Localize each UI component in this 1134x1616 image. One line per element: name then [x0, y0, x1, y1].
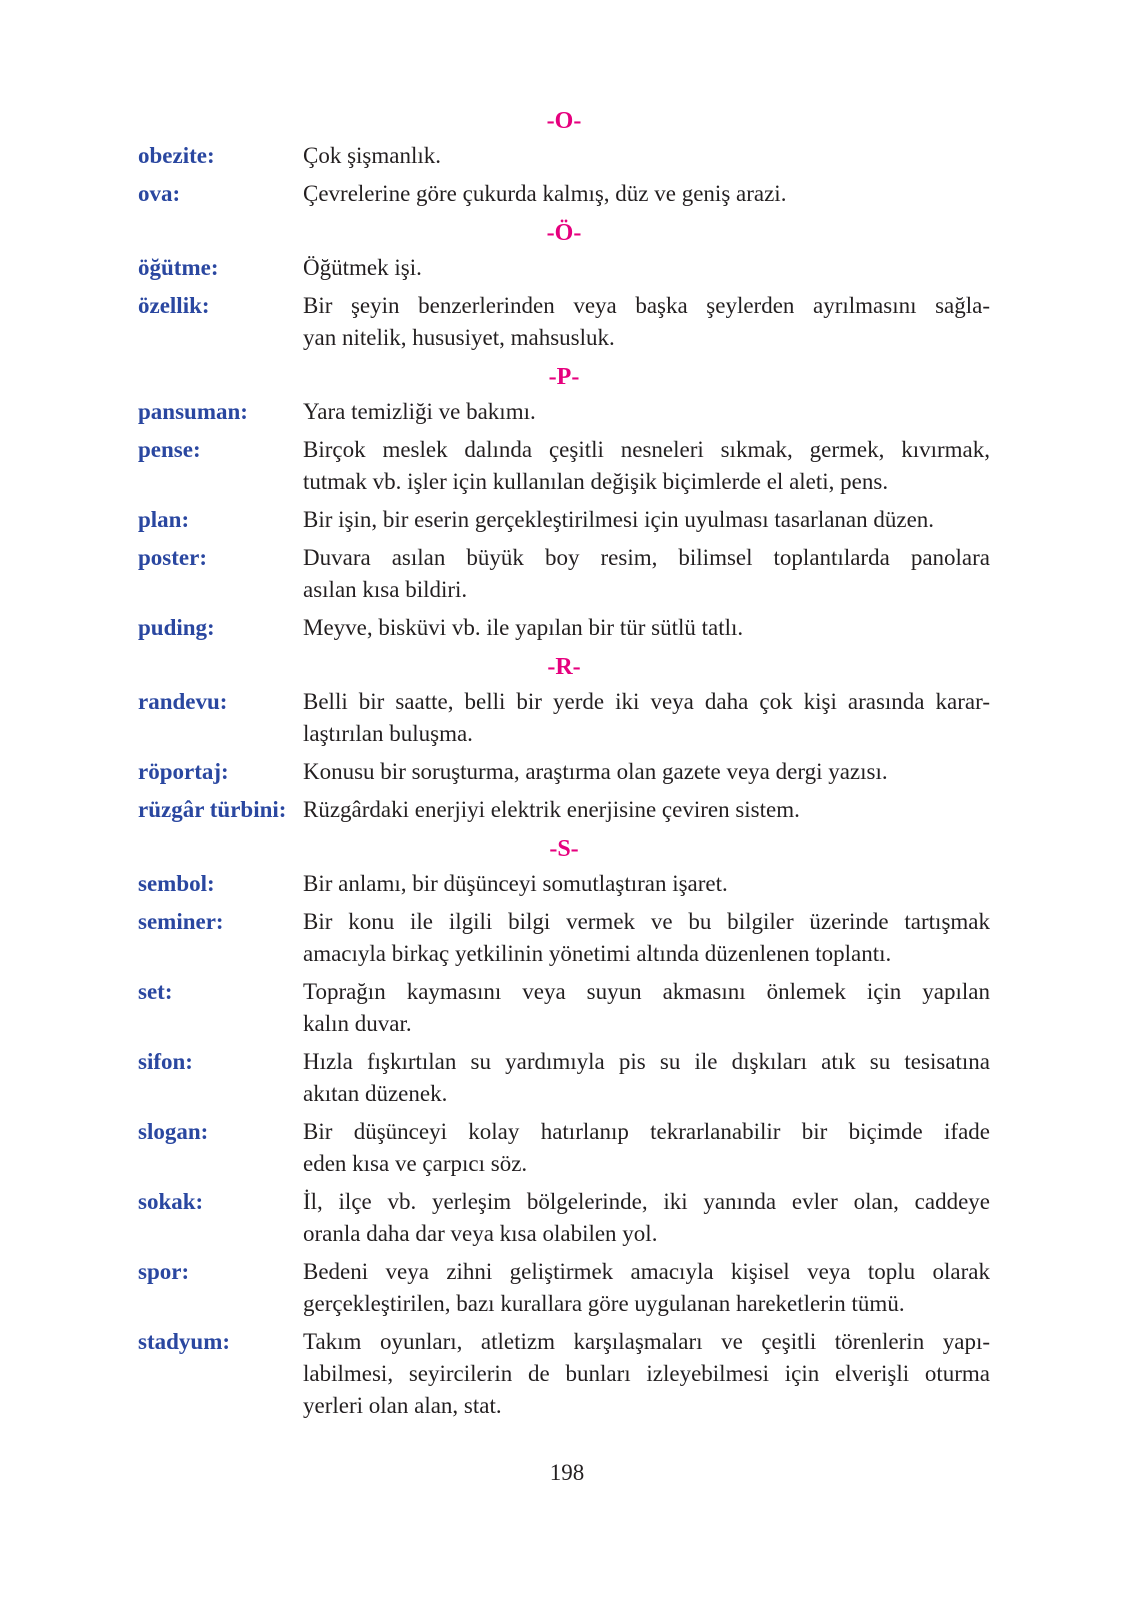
glossary-definition [303, 178, 990, 210]
glossary-definition [303, 1116, 990, 1180]
glossary-entry [138, 1046, 990, 1110]
glossary-term: puding: [138, 615, 215, 640]
glossary-term: sembol: [138, 871, 215, 896]
definition-line: Bedeni veya zihni geliştirmek amacıyla kişisel veya toplu olarak [303, 1259, 990, 1284]
definition-line: oranla daha dar veya kısa olabilen yol. [303, 1221, 658, 1246]
glossary-term: plan: [138, 507, 190, 532]
glossary-entry [138, 140, 990, 172]
definition-line: Duvara asılan büyük boy resim, bilimsel toplantılarda panolara [303, 545, 990, 570]
definition-line: amacıyla birkaç yetkilinin yönetimi altında düzenlenen toplantı. [303, 941, 892, 966]
glossary-entry [138, 1326, 990, 1422]
definition-line: Konusu bir soruşturma, araştırma olan gazete veya dergi yazısı. [303, 759, 888, 784]
glossary-entry [138, 1116, 990, 1180]
glossary-entry [138, 756, 990, 788]
definition-line: eden kısa ve çarpıcı söz. [303, 1151, 528, 1176]
glossary-entry [138, 290, 990, 354]
definition-line: Öğütmek işi. [303, 255, 422, 280]
glossary-entry [138, 976, 990, 1040]
section-letter-heading: -R- [547, 654, 581, 680]
glossary-definition [303, 542, 990, 606]
glossary-definition [303, 1046, 990, 1110]
definition-line: Hızla fışkırtılan su yardımıyla pis su ile dışkıları atık su tesisatına [303, 1049, 990, 1074]
glossary-term: slogan: [138, 1119, 209, 1144]
glossary-term: sifon: [138, 1049, 193, 1074]
glossary-term: sokak: [138, 1189, 204, 1214]
glossary-term: stadyum: [138, 1329, 231, 1354]
glossary-term: set: [138, 979, 173, 1004]
glossary-term: rüzgâr türbini: [138, 797, 287, 822]
definition-line: Bir şeyin benzerlerinden veya başka şeylerden ayrılmasını sağla- [303, 293, 990, 318]
definition-line: Takım oyunları, atletizm karşılaşmaları ve çeşitli törenlerin yapı- [303, 1329, 990, 1354]
definition-line: Belli bir saatte, belli bir yerde iki veya daha çok kişi arasında karar- [303, 689, 990, 714]
glossary-definition [303, 504, 990, 536]
definition-line: yerleri olan alan, stat. [303, 1393, 502, 1418]
section-letter-heading: -Ö- [546, 220, 582, 246]
glossary-entry [138, 794, 990, 826]
glossary-definition [303, 1326, 990, 1422]
glossary-term: ova: [138, 181, 181, 206]
glossary-definition [303, 756, 990, 788]
definition-line: tutmak vb. işler için kullanılan değişik biçimlerde el aleti, pens. [303, 469, 889, 494]
definition-line: Çevrelerine göre çukurda kalmış, düz ve geniş arazi. [303, 181, 787, 206]
glossary-term: öğütme: [138, 255, 219, 280]
glossary-definition [303, 906, 990, 970]
definition-line: Toprağın kaymasını veya suyun akmasını önlemek için yapılan [303, 979, 990, 1004]
glossary-definition [303, 868, 990, 900]
glossary-definition [303, 794, 990, 826]
glossary-definition [303, 1186, 990, 1250]
glossary-term: röportaj: [138, 759, 229, 784]
definition-line: akıtan düzenek. [303, 1081, 448, 1106]
glossary [138, 104, 990, 1428]
definition-line: Rüzgârdaki enerjiyi elektrik enerjisine çeviren sistem. [303, 797, 800, 822]
glossary-term: spor: [138, 1259, 190, 1284]
glossary-term: randevu: [138, 689, 228, 714]
glossary-term: özellik: [138, 293, 210, 318]
glossary-definition [303, 434, 990, 498]
definition-line: kalın duvar. [303, 1011, 412, 1036]
glossary-entry [138, 434, 990, 498]
glossary-term: poster: [138, 545, 207, 570]
glossary-entry [138, 252, 990, 284]
page-number: 198 [549, 1460, 585, 1485]
glossary-entry [138, 906, 990, 970]
glossary-term: pansuman: [138, 399, 248, 424]
glossary-definition [303, 140, 990, 172]
glossary-entry [138, 1186, 990, 1250]
definition-line: asılan kısa bildiri. [303, 577, 468, 602]
definition-line: Bir düşünceyi kolay hatırlanıp tekrarlanabilir bir biçimde ifade [303, 1119, 990, 1144]
glossary-entry [138, 868, 990, 900]
definition-line: labilmesi, seyircilerin de bunları izleyebilmesi için elverişli oturma [303, 1361, 990, 1386]
glossary-entry [138, 612, 990, 644]
glossary-entry [138, 178, 990, 210]
definition-line: Bir konu ile ilgili bilgi vermek ve bu bilgiler üzerinde tartışmak [303, 909, 990, 934]
glossary-entry [138, 1256, 990, 1320]
glossary-definition [303, 612, 990, 644]
glossary-definition [303, 396, 990, 428]
definition-line: laştırılan buluşma. [303, 721, 473, 746]
definition-line: Çok şişmanlık. [303, 143, 442, 168]
glossary-term: seminer: [138, 909, 224, 934]
glossary-entry [138, 396, 990, 428]
glossary-entry [138, 686, 990, 750]
glossary-definition [303, 976, 990, 1040]
glossary-term: obezite: [138, 143, 215, 168]
glossary-definition [303, 252, 990, 284]
definition-line: yan nitelik, hususiyet, mahsusluk. [303, 325, 615, 350]
glossary-definition [303, 686, 990, 750]
definition-line: gerçekleştirilen, bazı kurallara göre uygulanan hareketlerin tümü. [303, 1291, 905, 1316]
glossary-entry [138, 542, 990, 606]
definition-line: Birçok meslek dalında çeşitli nesneleri sıkmak, germek, kıvırmak, [303, 437, 990, 462]
glossary-term: pense: [138, 437, 201, 462]
glossary-definition [303, 1256, 990, 1320]
section-letter-heading: -S- [549, 836, 579, 862]
definition-line: İl, ilçe vb. yerleşim bölgelerinde, iki yanında evler olan, caddeye [303, 1189, 990, 1214]
definition-line: Bir işin, bir eserin gerçekleştirilmesi için uyulması tasarlanan düzen. [303, 507, 935, 532]
definition-line: Bir anlamı, bir düşünceyi somutlaştıran işaret. [303, 871, 728, 896]
definition-line: Meyve, bisküvi vb. ile yapılan bir tür sütlü tatlı. [303, 615, 744, 640]
glossary-entry [138, 504, 990, 536]
definition-line: Yara temizliği ve bakımı. [303, 399, 536, 424]
glossary-definition [303, 290, 990, 354]
section-letter-heading: -O- [546, 108, 582, 134]
section-letter-heading: -P- [548, 364, 580, 390]
